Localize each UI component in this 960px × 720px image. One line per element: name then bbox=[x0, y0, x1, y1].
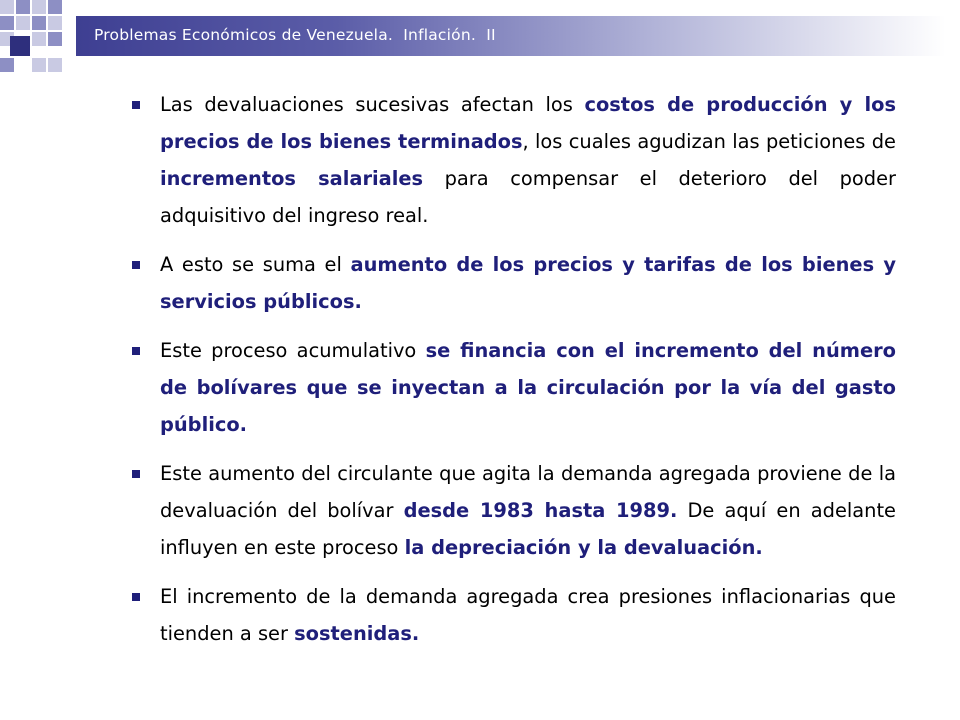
bullet-bold-segment: se financia con el incremento del número de bolívares que se inyectan a la circulación por la vía del gasto público. bbox=[160, 339, 896, 436]
bullet-text-segment: . bbox=[354, 290, 362, 313]
logo-square bbox=[48, 16, 62, 30]
logo-square bbox=[32, 16, 46, 30]
logo-square bbox=[0, 0, 14, 14]
logo-square bbox=[32, 58, 46, 72]
logo-square bbox=[10, 36, 30, 56]
square-bullet-icon bbox=[132, 261, 140, 269]
decorative-squares-logo bbox=[0, 0, 80, 80]
logo-square bbox=[32, 0, 46, 14]
square-bullet-icon bbox=[132, 347, 140, 355]
logo-square bbox=[48, 0, 62, 14]
bullet-item bbox=[126, 246, 896, 320]
bullet-bold-segment: costos de producción y los precios de los bienes terminados bbox=[160, 93, 897, 153]
logo-square bbox=[16, 16, 30, 30]
bullet-text-segment: para compensar el deterioro del poder adquisitivo del ingreso real. bbox=[160, 167, 896, 227]
bullet-text-segment: De aquí en adelante influyen en este proceso bbox=[160, 499, 896, 559]
bullet-text-segment: Este proceso acumulativo bbox=[160, 339, 426, 362]
bullet-text-segment: El incremento de la demanda agregada crea presiones inflacionarias que tienden a ser bbox=[160, 585, 896, 645]
bullet-text-segment: Este aumento del circulante que agita la demanda agregada proviene de la devaluación del bolívar bbox=[160, 462, 896, 522]
bullet-item bbox=[126, 332, 896, 443]
logo-square bbox=[32, 32, 46, 46]
square-bullet-icon bbox=[132, 593, 140, 601]
logo-square bbox=[0, 58, 14, 72]
bullet-bold-segment: la depreciación y la devaluación bbox=[404, 536, 756, 559]
logo-square bbox=[16, 0, 30, 14]
bullet-text-segment: . bbox=[755, 536, 763, 559]
logo-square bbox=[48, 32, 62, 46]
bullet-text-segment: , los cuales agudizan las peticiones de bbox=[522, 130, 896, 153]
bullet-bold-segment: aumento de los precios y tarifas de los bienes y servicios públicos bbox=[160, 253, 896, 313]
bullet-list bbox=[126, 86, 896, 664]
slide-title: Problemas Económicos de Venezuela. Inflación. II bbox=[94, 26, 496, 44]
bullet-item bbox=[126, 86, 896, 234]
bullet-item bbox=[126, 578, 896, 652]
square-bullet-icon bbox=[132, 470, 140, 478]
logo-square bbox=[48, 58, 62, 72]
logo-square bbox=[0, 16, 14, 30]
bullet-text-segment: A esto se suma el bbox=[160, 253, 351, 276]
square-bullet-icon bbox=[132, 101, 140, 109]
bullet-text-segment: Las devaluaciones sucesivas afectan los bbox=[160, 93, 585, 116]
bullet-bold-segment: incrementos salariales bbox=[160, 167, 424, 190]
bullet-bold-segment: desde 1983 hasta 1989. bbox=[403, 499, 678, 522]
bullet-item bbox=[126, 455, 896, 566]
bullet-bold-segment: sostenidas. bbox=[294, 622, 420, 645]
